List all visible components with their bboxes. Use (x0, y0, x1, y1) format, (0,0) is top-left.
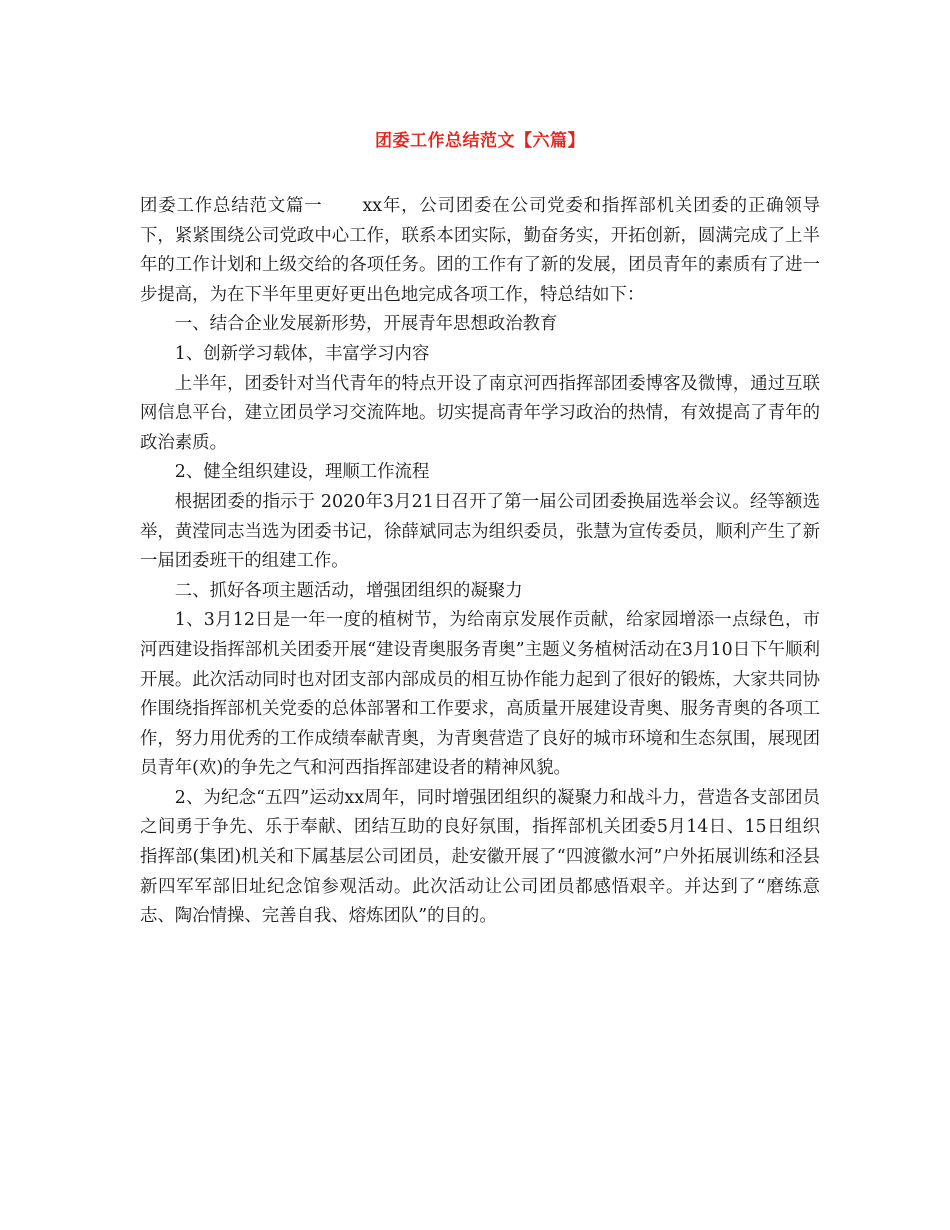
paragraph: 2、为纪念“五四”运动xx周年，同时增强团组织的凝聚力和战斗力，营造各支部团员之间勇于争先、乐于奉献、团结互助的良好氛围，指挥部机关团委5月14日、15日组织指挥部(集团)机关和下属基层公司团员，赴安徽开展了“四渡徽水河”户外拓展训练和泾县新四军军部旧址纪念馆参观活动。此次活动让公司团员都感悟艰辛。并达到了“磨练意志、陶冶情操、完善自我、熔炼团队”的目的。 (140, 787, 820, 927)
paragraph-text: xx年，公司团委在公司党委和指挥部机关团委的正确领导下，紧紧围绕公司党政中心工作，联系本团实际，勤奋务实，开拓创新，圆满完成了上半年的工作计划和上级交给的各项任务。团的工作有了新的发展，团员青年的素质有了进一步提高，为在下半年里更好更出色地完成各项工作，特总结如下： (140, 196, 820, 305)
paragraph: 根据团委的指示于 2020年3月21日召开了第一届公司团委换届选举会议。经等额选举，黄滢同志当选为团委书记，徐薛斌同志为组织委员，张慧为宣传委员，顺利产生了新一届团委班干的组建工作。 (140, 491, 820, 572)
heading-section-1: 一、结合企业发展新形势，开展青年思想政治教育 (174, 314, 558, 335)
heading-section-2: 二、抓好各项主题活动，增强团组织的凝聚力 (174, 580, 523, 601)
subheading-1-2: 2、健全组织建设，理顺工作流程 (174, 462, 430, 483)
document-title: 团委工作总结范文【六篇】 (375, 131, 585, 151)
subheading-1-1: 1、创新学习载体，丰富学习内容 (174, 343, 430, 364)
section-label: 团委工作总结范文篇一 (140, 196, 323, 216)
document-body (140, 192, 820, 932)
paragraph: 1、3月12日是一年一度的植树节，为给南京发展作贡献，给家园增添一点绿色，市河西建设指挥部机关团委开展“建设青奥服务青奥”主题义务植树活动在3月10日下午顺利开展。此次活动同时也对团支部内部成员的相互协作能力起到了很好的锻炼，大家共同协作围绕指挥部机关党委的总体部署和工作要求，高质量开展建设青奥、服务青奥的各项工作，努力用优秀的工作成绩奉献青奥，为青奥营造了良好的城市环境和生态氛围，展现团员青年(欢)的争先之气和河西指挥部建设者的精神风貌。 (140, 610, 820, 779)
paragraph: 上半年，团委针对当代青年的特点开设了南京河西指挥部团委博客及微博，通过互联网信息平台，建立团员学习交流阵地。切实提高青年学习政治的热情，有效提高了青年的政治素质。 (140, 373, 820, 453)
paragraph-intro (140, 192, 820, 310)
